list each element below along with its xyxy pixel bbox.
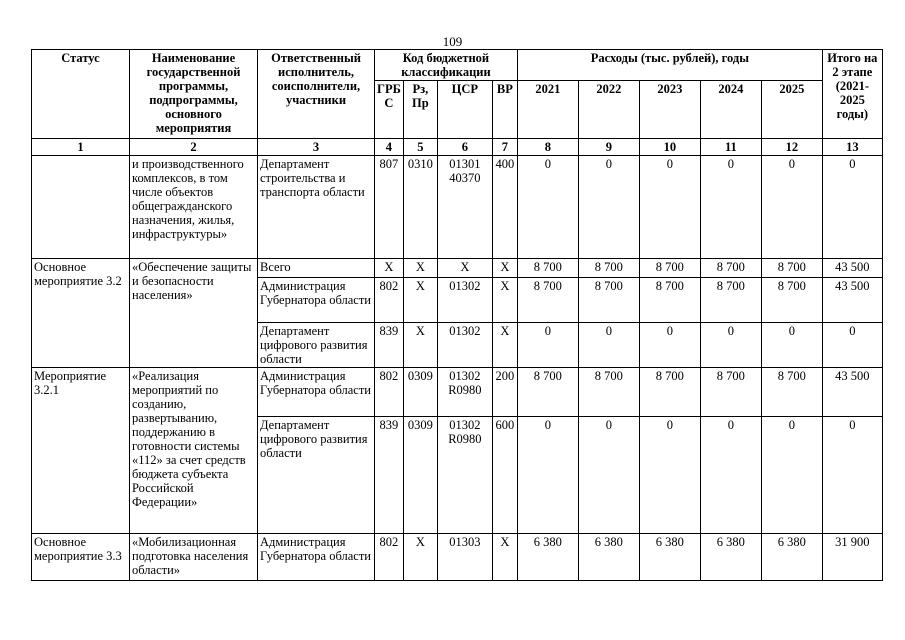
row-executor: Департамент цифрового развития области xyxy=(258,417,375,534)
row-value: 0 xyxy=(761,417,822,534)
row-value: 6 380 xyxy=(761,534,822,581)
row-value: 8 700 xyxy=(700,368,761,417)
row-value: 0 xyxy=(639,417,700,534)
row-rzpr: 0310 xyxy=(403,156,437,259)
row-value: 0 xyxy=(517,156,578,259)
row-vr: X xyxy=(492,534,517,581)
header-year: 2021 xyxy=(517,81,578,139)
row-total: 43 500 xyxy=(822,278,882,323)
row-csr: 01302 xyxy=(437,323,492,368)
column-number: 13 xyxy=(822,139,882,156)
row-value: 6 380 xyxy=(578,534,639,581)
row-value: 8 700 xyxy=(578,368,639,417)
row-grbs: 802 xyxy=(375,534,404,581)
row-executor: Всего xyxy=(258,259,375,278)
column-number: 3 xyxy=(258,139,375,156)
header-row-1 xyxy=(32,50,883,81)
column-number: 12 xyxy=(761,139,822,156)
row-status: Мероприятие 3.2.1 xyxy=(32,368,130,534)
header-year: 2024 xyxy=(700,81,761,139)
column-number-row xyxy=(32,139,883,156)
row-rzpr: 0309 xyxy=(403,368,437,417)
row-executor: Департамент строительства и транспорта области xyxy=(258,156,375,259)
row-rzpr: X xyxy=(403,259,437,278)
row-grbs: X xyxy=(375,259,404,278)
row-value: 6 380 xyxy=(517,534,578,581)
row-grbs: 802 xyxy=(375,368,404,417)
row-value: 0 xyxy=(639,323,700,368)
row-grbs: 802 xyxy=(375,278,404,323)
row-csr: 01302 R0980 xyxy=(437,417,492,534)
row-total: 0 xyxy=(822,156,882,259)
header-grbs: ГРБ С xyxy=(375,81,404,139)
row-name: и производственного комплексов, в том числе объектов общегражданского назначения, жилья, инфраструктуры» xyxy=(130,156,258,259)
header-year: 2025 xyxy=(761,81,822,139)
header-rzpr: Рз, Пр xyxy=(403,81,437,139)
row-total: 43 500 xyxy=(822,368,882,417)
row-value: 8 700 xyxy=(517,278,578,323)
row-value: 8 700 xyxy=(761,278,822,323)
column-number: 5 xyxy=(403,139,437,156)
row-rzpr: X xyxy=(403,278,437,323)
table-row xyxy=(32,368,883,417)
table-row xyxy=(32,156,883,259)
row-value: 8 700 xyxy=(517,368,578,417)
row-vr: X xyxy=(492,323,517,368)
table-row xyxy=(32,259,883,278)
row-value: 8 700 xyxy=(639,278,700,323)
column-number: 11 xyxy=(700,139,761,156)
row-executor: Администрация Губернатора области xyxy=(258,534,375,581)
row-value: 0 xyxy=(700,323,761,368)
row-name: «Обеспечение защиты и безопасности населения» xyxy=(130,259,258,368)
row-rzpr: X xyxy=(403,323,437,368)
column-number: 9 xyxy=(578,139,639,156)
row-value: 0 xyxy=(761,323,822,368)
row-value: 0 xyxy=(517,417,578,534)
row-total: 0 xyxy=(822,417,882,534)
column-number: 10 xyxy=(639,139,700,156)
budget-table xyxy=(31,49,883,581)
row-value: 0 xyxy=(517,323,578,368)
row-value: 8 700 xyxy=(700,278,761,323)
row-name: «Реализация мероприятий по созданию, развертыванию, поддержанию в готовности системы «112» за счет средств бюджета субъекта Российской Федерации» xyxy=(130,368,258,534)
column-number: 6 xyxy=(437,139,492,156)
row-executor: Департамент цифрового развития области xyxy=(258,323,375,368)
row-value: 8 700 xyxy=(761,259,822,278)
row-csr: 01303 xyxy=(437,534,492,581)
row-value: 0 xyxy=(700,156,761,259)
row-value: 0 xyxy=(639,156,700,259)
column-number: 8 xyxy=(517,139,578,156)
row-value: 8 700 xyxy=(700,259,761,278)
row-status: Основное мероприятие 3.2 xyxy=(32,259,130,368)
column-number: 7 xyxy=(492,139,517,156)
header-budget-code: Код бюджетной классификации xyxy=(375,50,518,81)
header-name: Наименование государственной программы, подпрограммы, основного мероприятия xyxy=(130,50,258,139)
row-value: 8 700 xyxy=(761,368,822,417)
row-vr: 200 xyxy=(492,368,517,417)
row-value: 8 700 xyxy=(517,259,578,278)
row-total: 31 900 xyxy=(822,534,882,581)
row-value: 8 700 xyxy=(639,259,700,278)
row-value: 0 xyxy=(578,323,639,368)
table-row xyxy=(32,534,883,581)
header-status: Статус xyxy=(32,50,130,139)
row-name: «Мобилизационная подготовка населения области» xyxy=(130,534,258,581)
row-value: 0 xyxy=(578,417,639,534)
row-vr: X xyxy=(492,259,517,278)
row-vr: 600 xyxy=(492,417,517,534)
header-csr: ЦСР xyxy=(437,81,492,139)
row-total: 43 500 xyxy=(822,259,882,278)
row-grbs: 839 xyxy=(375,417,404,534)
row-csr: 01301 40370 xyxy=(437,156,492,259)
row-csr: X xyxy=(437,259,492,278)
row-vr: 400 xyxy=(492,156,517,259)
row-csr: 01302 R0980 xyxy=(437,368,492,417)
row-executor: Администрация Губернатора области xyxy=(258,278,375,323)
row-vr: X xyxy=(492,278,517,323)
row-value: 6 380 xyxy=(700,534,761,581)
column-number: 2 xyxy=(130,139,258,156)
row-executor: Администрация Губернатора области xyxy=(258,368,375,417)
row-rzpr: X xyxy=(403,534,437,581)
header-expenses: Расходы (тыс. рублей), годы xyxy=(517,50,822,81)
page-number: 109 xyxy=(442,34,463,49)
header-year: 2022 xyxy=(578,81,639,139)
row-value: 8 700 xyxy=(578,259,639,278)
row-total: 0 xyxy=(822,323,882,368)
row-value: 8 700 xyxy=(578,278,639,323)
header-vr: ВР xyxy=(492,81,517,139)
row-status: Основное мероприятие 3.3 xyxy=(32,534,130,581)
row-value: 0 xyxy=(578,156,639,259)
header-executor: Ответственный исполнитель, соисполнители, участники xyxy=(258,50,375,139)
column-number: 4 xyxy=(375,139,404,156)
row-value: 8 700 xyxy=(639,368,700,417)
row-value: 0 xyxy=(761,156,822,259)
row-value: 0 xyxy=(700,417,761,534)
row-grbs: 807 xyxy=(375,156,404,259)
row-rzpr: 0309 xyxy=(403,417,437,534)
row-grbs: 839 xyxy=(375,323,404,368)
header-year: 2023 xyxy=(639,81,700,139)
row-status xyxy=(32,156,130,259)
row-value: 6 380 xyxy=(639,534,700,581)
column-number: 1 xyxy=(32,139,130,156)
row-csr: 01302 xyxy=(437,278,492,323)
header-total: Итого на 2 этапе (2021-2025 годы) xyxy=(822,50,882,139)
